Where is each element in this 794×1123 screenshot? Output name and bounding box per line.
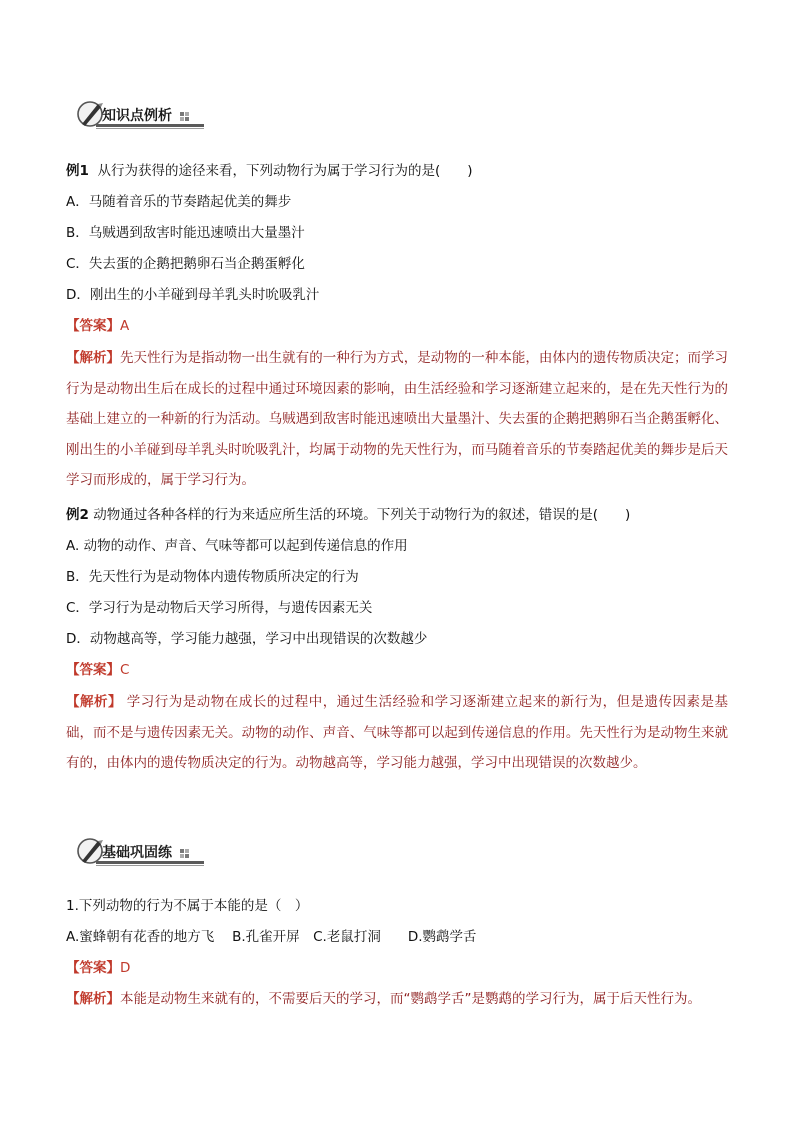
example1-explanation: 【解析】先天性行为是指动物一出生就有的一种行为方式，是动物的一种本能，由体内的遗传物质决定；而学习行为是动物出生后在成长的过程中通过环境因素的影响，由生活经验和学习逐渐建立起来的，是在先天性行为的基础上建立的一种新的行为活动。乌贼遇到敌害时能迅速喷出大量墨汁、失去蛋的企鹅把鹅卵石当企鹅蛋孵化、刚出生的小羊碰到母羊乳头时吮吸乳汁，均属于动物的先天性行为，而马随着音乐的节奏踏起优美的舞步是后天学习而形成的，属于学习行为。 <box>66 350 729 488</box>
example1-question: 例1 从行为获得的途径来看，下列动物行为属于学习行为的是( ) <box>66 163 473 179</box>
section-header-knowledge <box>76 98 206 132</box>
corner-mark <box>180 112 189 121</box>
section-header-practice <box>76 835 206 869</box>
practice1-question: 1.下列动物的行为不属于本能的是（ ） <box>66 898 309 914</box>
example1-option-b: B．乌贼遇到敌害时能迅速喷出大量墨汁 <box>66 225 305 241</box>
example2-option-a: A. 动物的动作、声音、气味等都可以起到传递信息的作用 <box>66 538 408 554</box>
example1-option-d: D．刚出生的小羊碰到母羊乳头时吮吸乳汁 <box>66 287 320 303</box>
example1-option-c: C．失去蛋的企鹅把鹅卵石当企鹅蛋孵化 <box>66 256 305 272</box>
example1-answer: 【答案】A <box>66 318 130 334</box>
example2-answer: 【答案】C <box>66 662 130 678</box>
practice1-options: A.蜜蜂朝有花香的地方飞 B.孔雀开屏 C.老鼠打洞 D.鹦鹉学舌 <box>66 929 477 945</box>
example1-option-a: A．马随着音乐的节奏踏起优美的舞步 <box>66 194 292 210</box>
corner-mark <box>180 849 189 858</box>
section-title: 知识点例析 <box>102 108 172 124</box>
section-title: 基础巩固练 <box>102 845 172 861</box>
practice1-explanation: 【解析】本能是动物生来就有的，不需要后天的学习，而“鹦鹉学舌”是鹦鹉的学习行为，属于后天性行为。 <box>66 991 701 1007</box>
example2-option-c: C．学习行为是动物后天学习所得，与遗传因素无关 <box>66 600 373 616</box>
example2-option-b: B．先天性行为是动物体内遗传物质所决定的行为 <box>66 569 359 585</box>
practice1-answer: 【答案】D <box>66 960 131 976</box>
example2-question: 例2 动物通过各种各样的行为来适应所生活的环境。下列关于动物行为的叙述，错误的是( ) <box>66 507 631 523</box>
example2-option-d: D．动物越高等，学习能力越强，学习中出现错误的次数越少 <box>66 631 428 647</box>
example2-explanation: 【解析】 学习行为是动物在成长的过程中，通过生活经验和学习逐渐建立起来的新行为，但是遗传因素是基础，而不是与遗传因素无关。动物的动作、声音、气味等都可以起到传递信息的作用。先天性行为是动物生来就有的，由体内的遗传物质决定的行为。动物越高等，学习能力越强，学习中出现错误的次数越少。 <box>66 694 729 771</box>
